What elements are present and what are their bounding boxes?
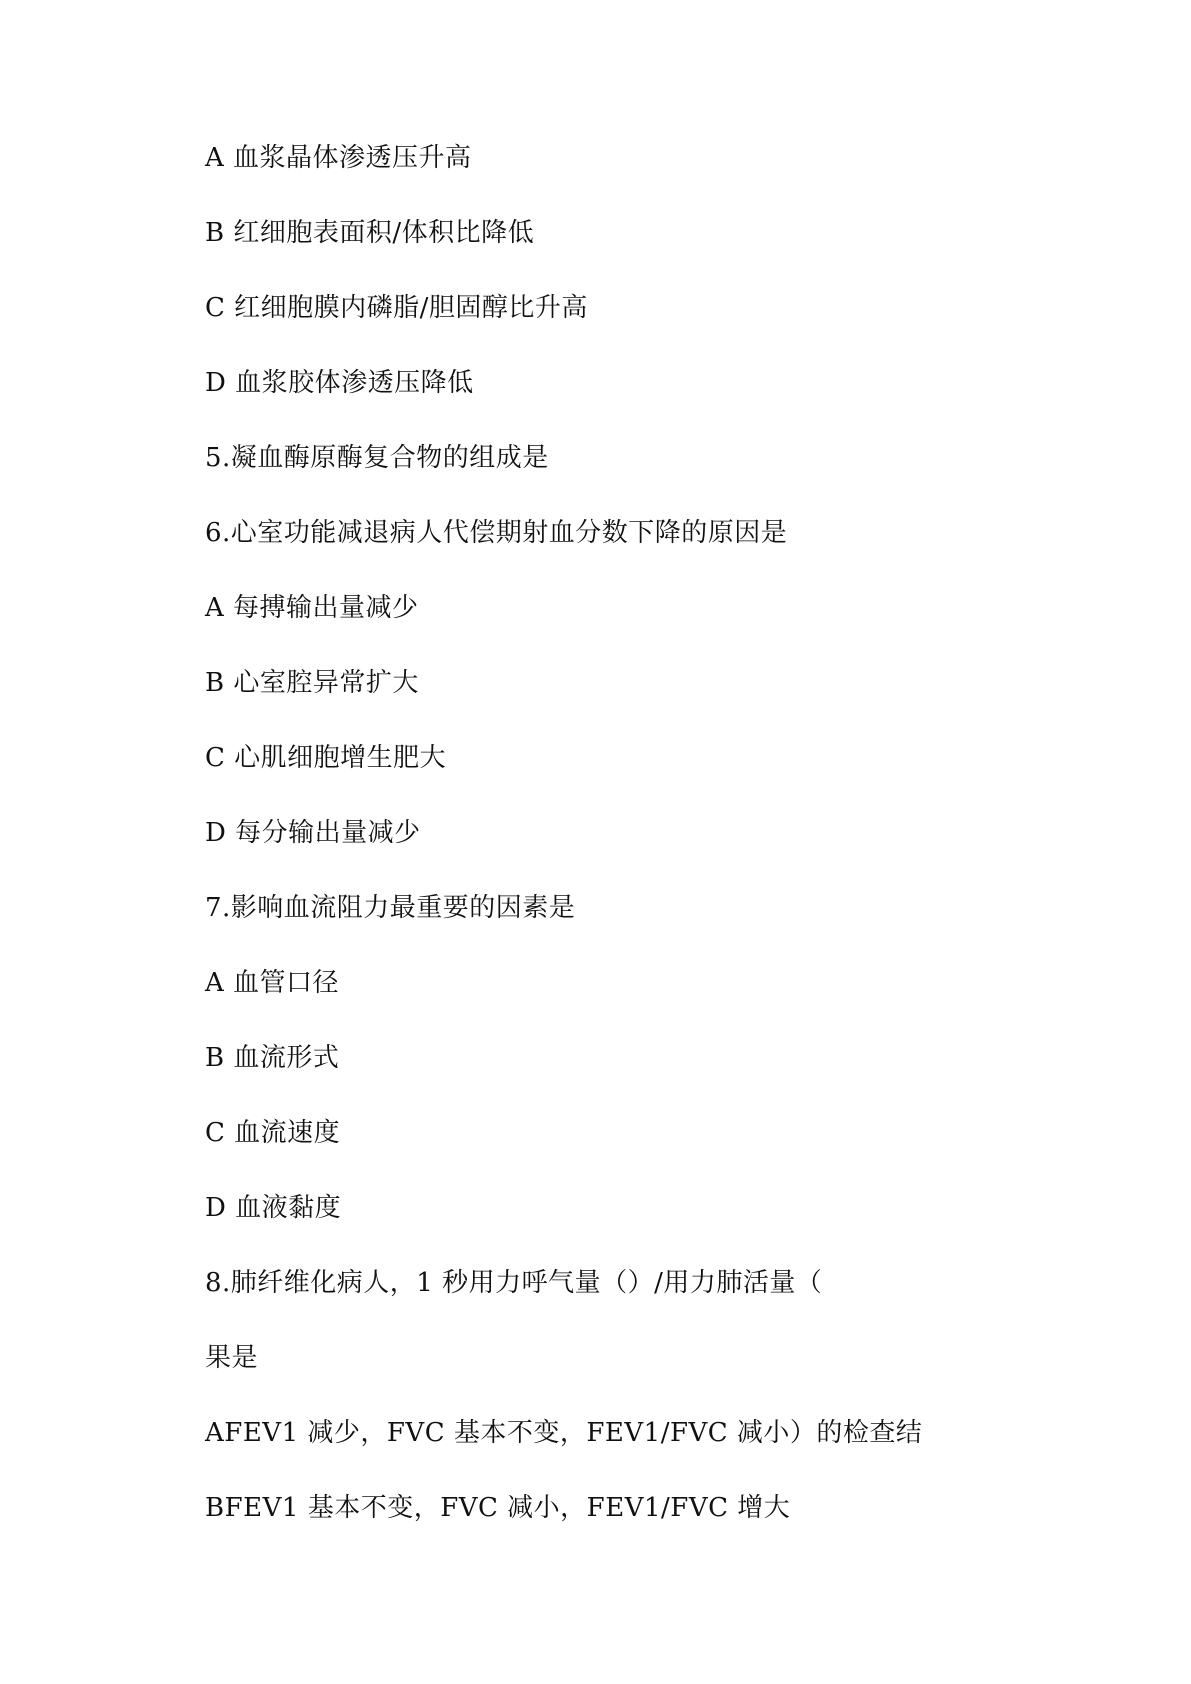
question-8-continued: 果是	[205, 1343, 259, 1373]
option-b-q4: B 红细胞表面积/体积比降低	[205, 218, 535, 248]
option-a-q7: A 血管口径	[205, 968, 340, 998]
option-a-q4: A 血浆晶体渗透压升高	[205, 143, 472, 173]
option-b-q6: B 心室腔异常扩大	[205, 668, 419, 698]
question-6: 6.心室功能减退病人代偿期射血分数下降的原因是	[205, 518, 788, 548]
option-a-q8: AFEV1 减少，FVC 基本不变，FEV1/FVC 减小）的检查结	[205, 1418, 923, 1448]
option-c-q7: C 血流速度	[205, 1118, 341, 1148]
option-d-q4: D 血浆胶体渗透压降低	[205, 368, 474, 398]
option-d-q7: D 血液黏度	[205, 1193, 342, 1223]
option-c-q4: C 红细胞膜内磷脂/胆固醇比升高	[205, 293, 588, 323]
option-b-q8: BFEV1 基本不变，FVC 减小，FEV1/FVC 增大	[205, 1493, 791, 1523]
option-a-q6: A 每搏输出量减少	[205, 593, 419, 623]
option-c-q6: C 心肌细胞增生肥大	[205, 743, 447, 773]
question-7: 7.影响血流阻力最重要的因素是	[205, 893, 576, 923]
option-d-q6: D 每分输出量减少	[205, 818, 421, 848]
option-b-q7: B 血流形式	[205, 1043, 340, 1073]
question-5: 5.凝血酶原酶复合物的组成是	[205, 443, 549, 473]
question-8: 8.肺纤维化病人，1 秒用力呼气量（）/用力肺活量（	[205, 1268, 823, 1298]
